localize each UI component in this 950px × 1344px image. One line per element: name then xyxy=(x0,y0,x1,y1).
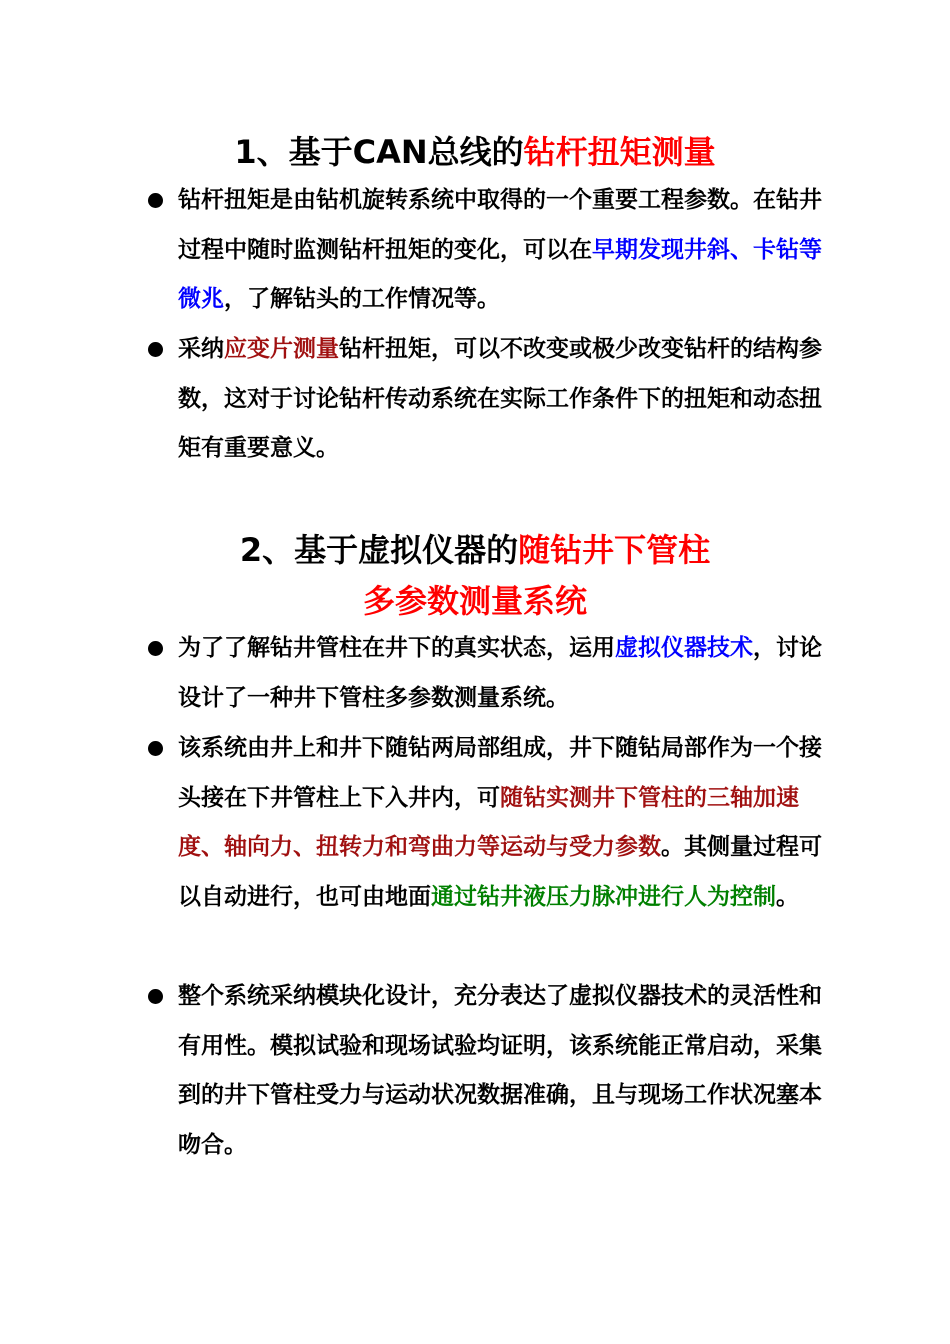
bullet-text-part: 。 xyxy=(776,884,799,911)
bullet-text xyxy=(178,325,828,474)
bullet-text-part: 该系统由井上和井下随钻两局部组成，井下随钻局部作为一个接头接在下井管柱上下入井内，可 xyxy=(178,735,822,811)
bullet-dot-icon xyxy=(148,193,163,208)
bullet-dot-icon xyxy=(148,989,163,1004)
bullet-highlight-blue: 早期发现井斜、卡钻等微兆 xyxy=(178,236,822,313)
bullet-text-part: 钻杆扭矩，可以不改变或极少改变钻杆的结构参数，这对于讨论钻杆传动系统在实际工作条件下的扭矩和动态扭矩有重要意义。 xyxy=(178,336,822,462)
section-2-heading-line-2: 多参数测量系统 xyxy=(362,582,587,620)
bullet-text-part: ，了解钻头的工作情况等。 xyxy=(224,286,500,313)
bullet-highlight-darkred: 应变片测量 xyxy=(224,336,339,362)
bullet-dot-icon xyxy=(148,342,163,357)
bullet-text-part: 钻杆扭矩是由钻机旋转系统中取得的一个重要工程参数。在钻井过程中随时监测钻杆扭矩的变化，可以在 xyxy=(178,187,822,263)
section-1-heading-highlight: 钻杆扭矩测量 xyxy=(523,133,716,171)
section-2-heading-highlight-1: 随钻井下管柱 xyxy=(518,531,711,569)
bullet-highlight-green: 通过钻井液压力脉冲进行人为控制 xyxy=(431,884,776,911)
bullet-text xyxy=(178,624,828,723)
bullet-dot-icon xyxy=(148,641,163,656)
bullet-highlight-blue: 虚拟仪器技术 xyxy=(615,635,753,661)
bullet-text xyxy=(178,972,828,1171)
section-1-heading xyxy=(0,127,950,177)
bullet-text xyxy=(178,724,828,923)
bullet-dot-icon xyxy=(148,741,163,756)
bullet-highlight-darkred: 随钻实测井下管柱的三轴加速度、轴向力、扭转力和弯曲力等运动与受力参数 xyxy=(178,784,799,861)
bullet-text-part: ，讨论设计了一种井下管柱多参数测量系统。 xyxy=(178,635,822,711)
section-2-heading-prefix: 2、基于虚拟仪器的 xyxy=(239,531,519,569)
bullet-text xyxy=(178,176,828,325)
bullet-text-part: 。其侧量过程可以自动进行，也可由地面 xyxy=(178,834,822,911)
bullet-text-part: 采纳 xyxy=(178,336,224,362)
section-2-heading-line-1 xyxy=(0,525,950,575)
bullet-text-part: 整个系统采纳模块化设计，充分表达了虚拟仪器技术的灵活性和有用性。模拟试验和现场试验均证明，该系统能正常启动，采集到的井下管柱受力与运动状况数据准确，且与现场工作状况塞本吻合。 xyxy=(178,983,822,1159)
section-1-heading-prefix: 1、基于CAN总线的 xyxy=(234,133,524,171)
bullet-text-part: 为了了解钻井管柱在井下的真实状态，运用 xyxy=(178,635,615,661)
